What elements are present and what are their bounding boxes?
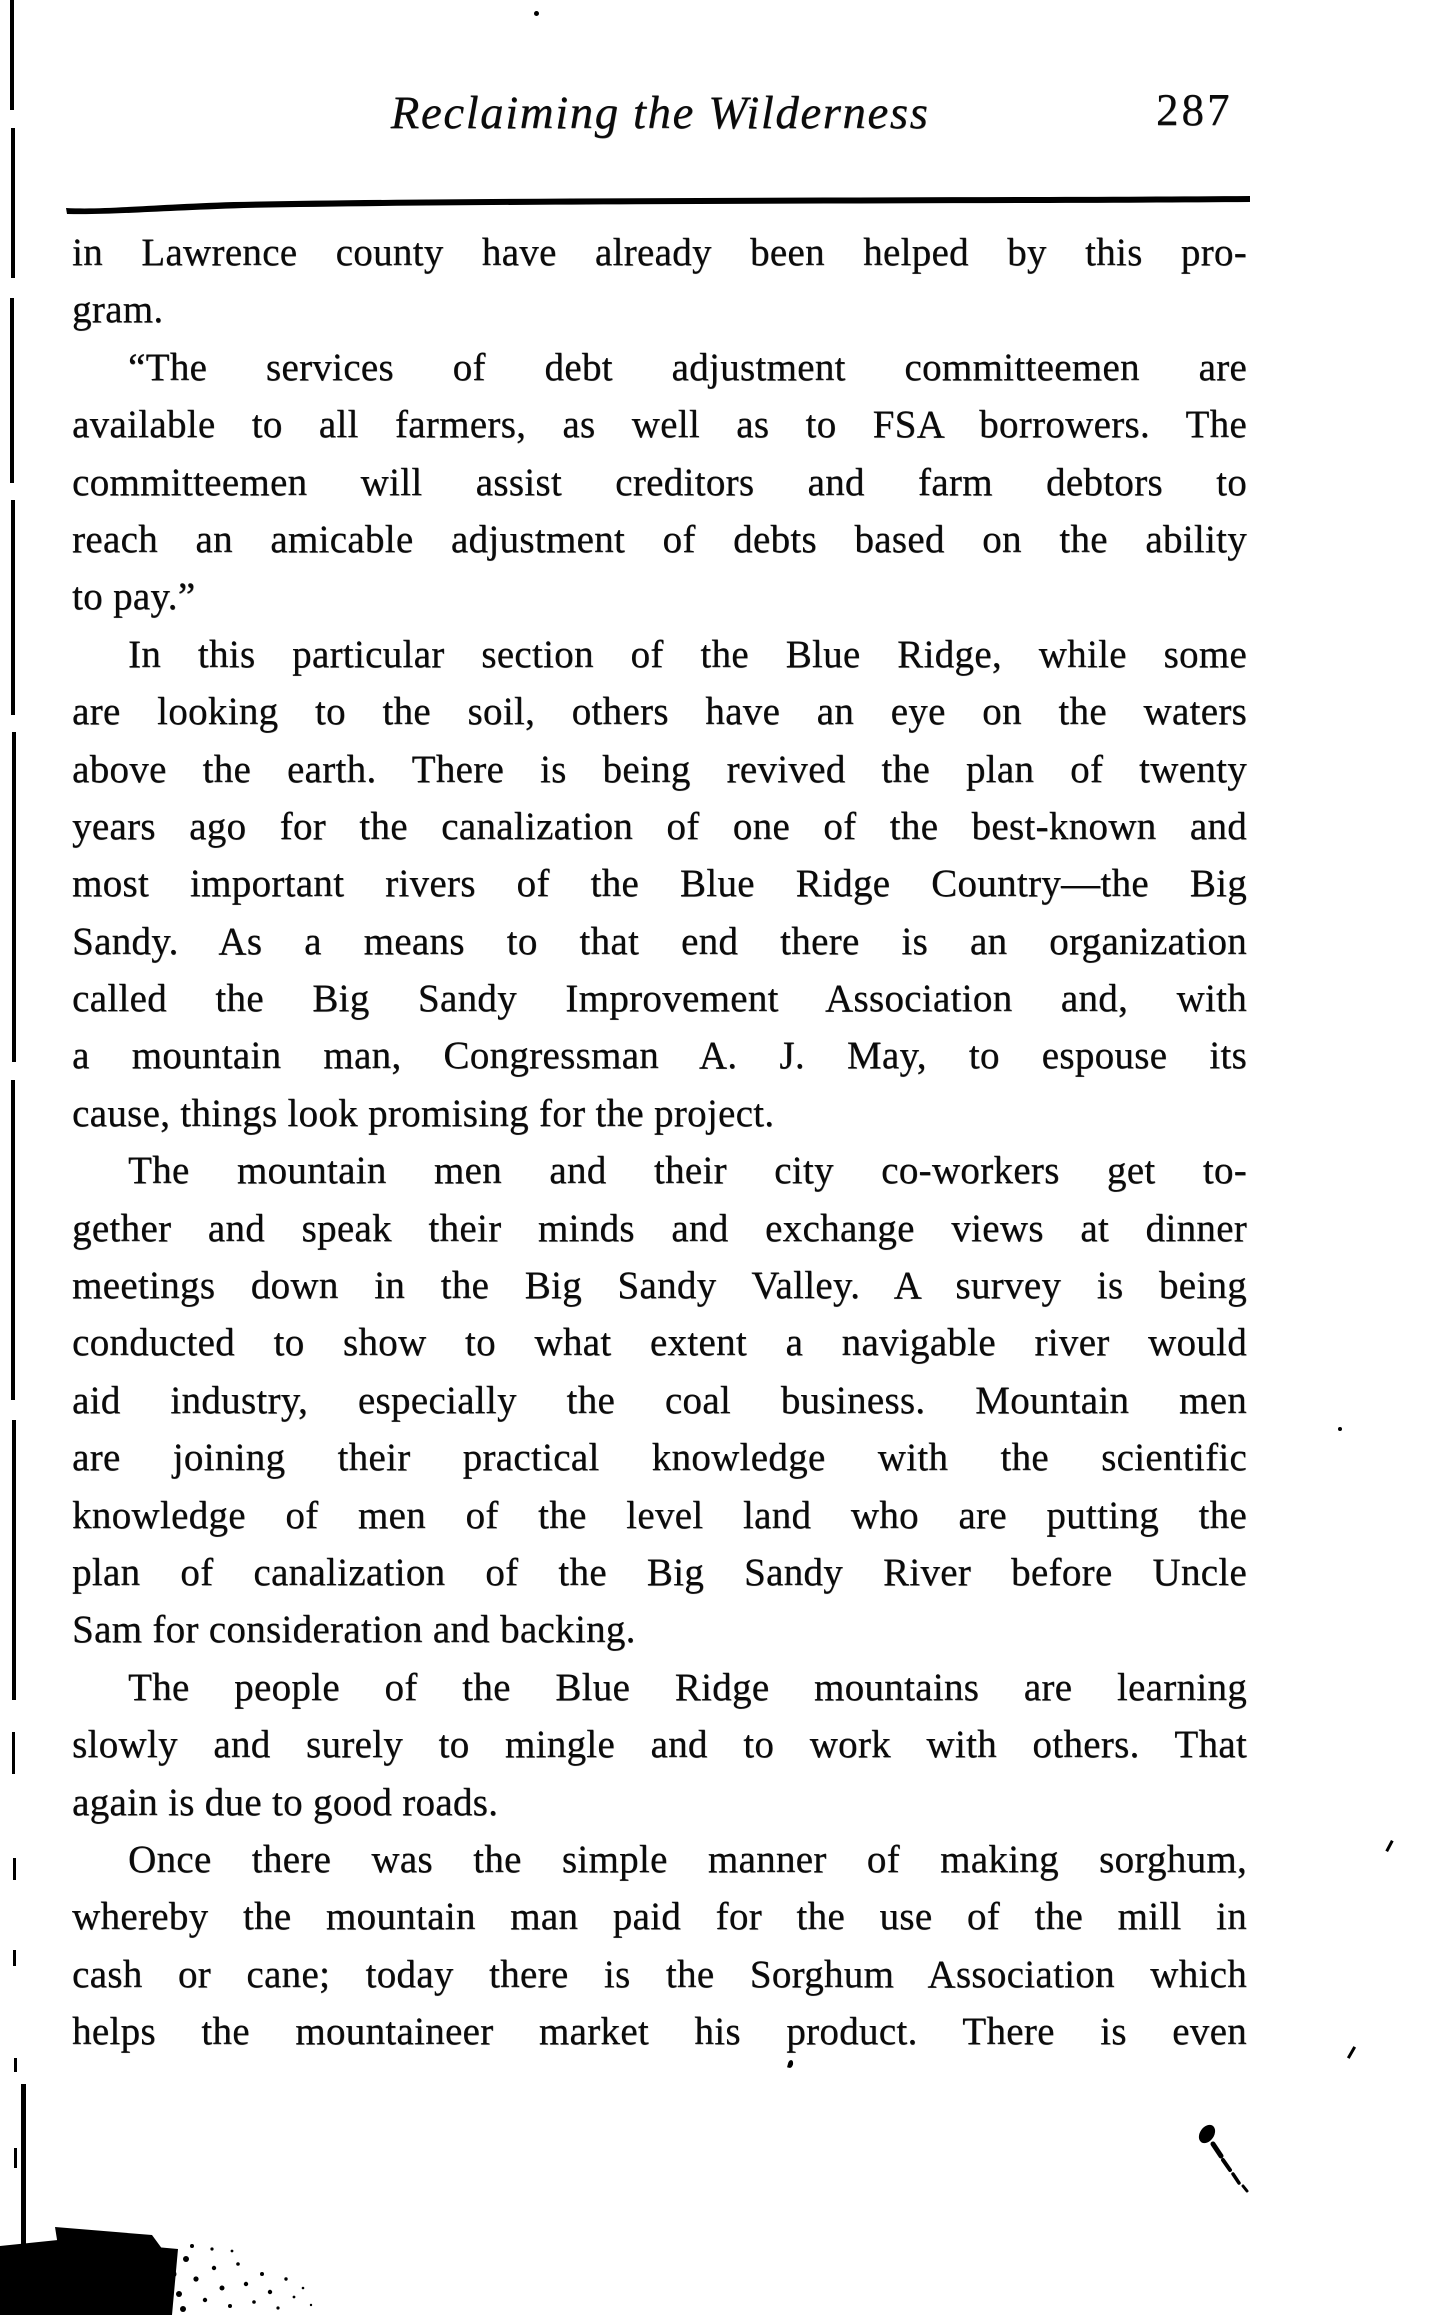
text-line: a mountain man, Congressman A. J. May, to espouse its xyxy=(72,1034,1247,1078)
text-line: gram. xyxy=(72,288,164,332)
scan-speck xyxy=(787,2059,794,2068)
text-line: meetings down in the Big Sandy Valley. A survey is being xyxy=(72,1264,1247,1308)
text-line: slowly and surely to mingle and to work with others. That xyxy=(72,1723,1247,1767)
scan-speck xyxy=(1347,2046,1356,2059)
text-line: knowledge of men of the level land who are putting the xyxy=(72,1493,1247,1537)
text-line: cash or cane; today there is the Sorghum Association which xyxy=(72,1952,1247,1996)
text-line: to pay.” xyxy=(72,575,196,619)
text-line: plan of canalization of the Big Sandy River before Uncle xyxy=(72,1550,1247,1594)
text-line: whereby the mountain man paid for the use of the mill in xyxy=(72,1895,1247,1939)
text-line: cause, things look promising for the project. xyxy=(72,1091,775,1135)
text-line: available to all farmers, as well as to FSA borrowers. The xyxy=(72,403,1247,447)
header-rule xyxy=(64,188,1254,218)
text-line: are joining their practical knowledge with the scientific xyxy=(72,1436,1247,1480)
text-line: Sam for consideration and backing. xyxy=(72,1608,636,1652)
text-line: Once there was the simple manner of making sorghum, xyxy=(128,1837,1247,1881)
scan-speck xyxy=(534,11,539,16)
text-line: again is due to good roads. xyxy=(72,1780,499,1824)
text-line: most important rivers of the Blue Ridge Country—the Big xyxy=(72,862,1247,906)
page-number: 287 xyxy=(1156,85,1233,135)
text-line: in Lawrence county have already been helped by this pro- xyxy=(72,231,1247,274)
text-line: helps the mountaineer market his product. There is even xyxy=(72,2010,1247,2054)
scan-speck xyxy=(1338,1427,1342,1431)
page-edge-line xyxy=(0,0,30,2315)
text-line: reach an amicable adjustment of debts based on the ability xyxy=(72,517,1247,561)
text-line: above the earth. There is being revived the plan of twenty xyxy=(72,747,1247,791)
text-line: called the Big Sandy Improvement Association and, with xyxy=(72,977,1247,1021)
text-line: In this particular section of the Blue Ridge, while some xyxy=(128,632,1247,676)
text-line: The people of the Blue Ridge mountains are learning xyxy=(128,1665,1247,1709)
ink-smudge xyxy=(0,2078,340,2315)
page-title: Reclaiming the Wilderness xyxy=(390,87,930,139)
text-line: years ago for the canalization of one of the best-known and xyxy=(72,804,1247,848)
text-line: committeemen will assist creditors and farm debtors to xyxy=(72,460,1247,504)
ink-scribble xyxy=(1193,2122,1263,2194)
text-line: gether and speak their minds and exchange views at dinner xyxy=(72,1206,1247,1250)
text-line: conducted to show to what extent a navigable river would xyxy=(72,1321,1247,1365)
text-line: The mountain men and their city co-workers get to- xyxy=(128,1149,1247,1193)
text-line: are looking to the soil, others have an eye on the waters xyxy=(72,690,1247,734)
text-line: aid industry, especially the coal business. Mountain men xyxy=(72,1378,1247,1422)
scan-speck xyxy=(1385,1840,1393,1852)
text-line: “The services of debt adjustment committeemen are xyxy=(128,345,1247,389)
body-text xyxy=(72,224,1247,2061)
text-line: Sandy. As a means to that end there is an organization xyxy=(72,919,1247,963)
